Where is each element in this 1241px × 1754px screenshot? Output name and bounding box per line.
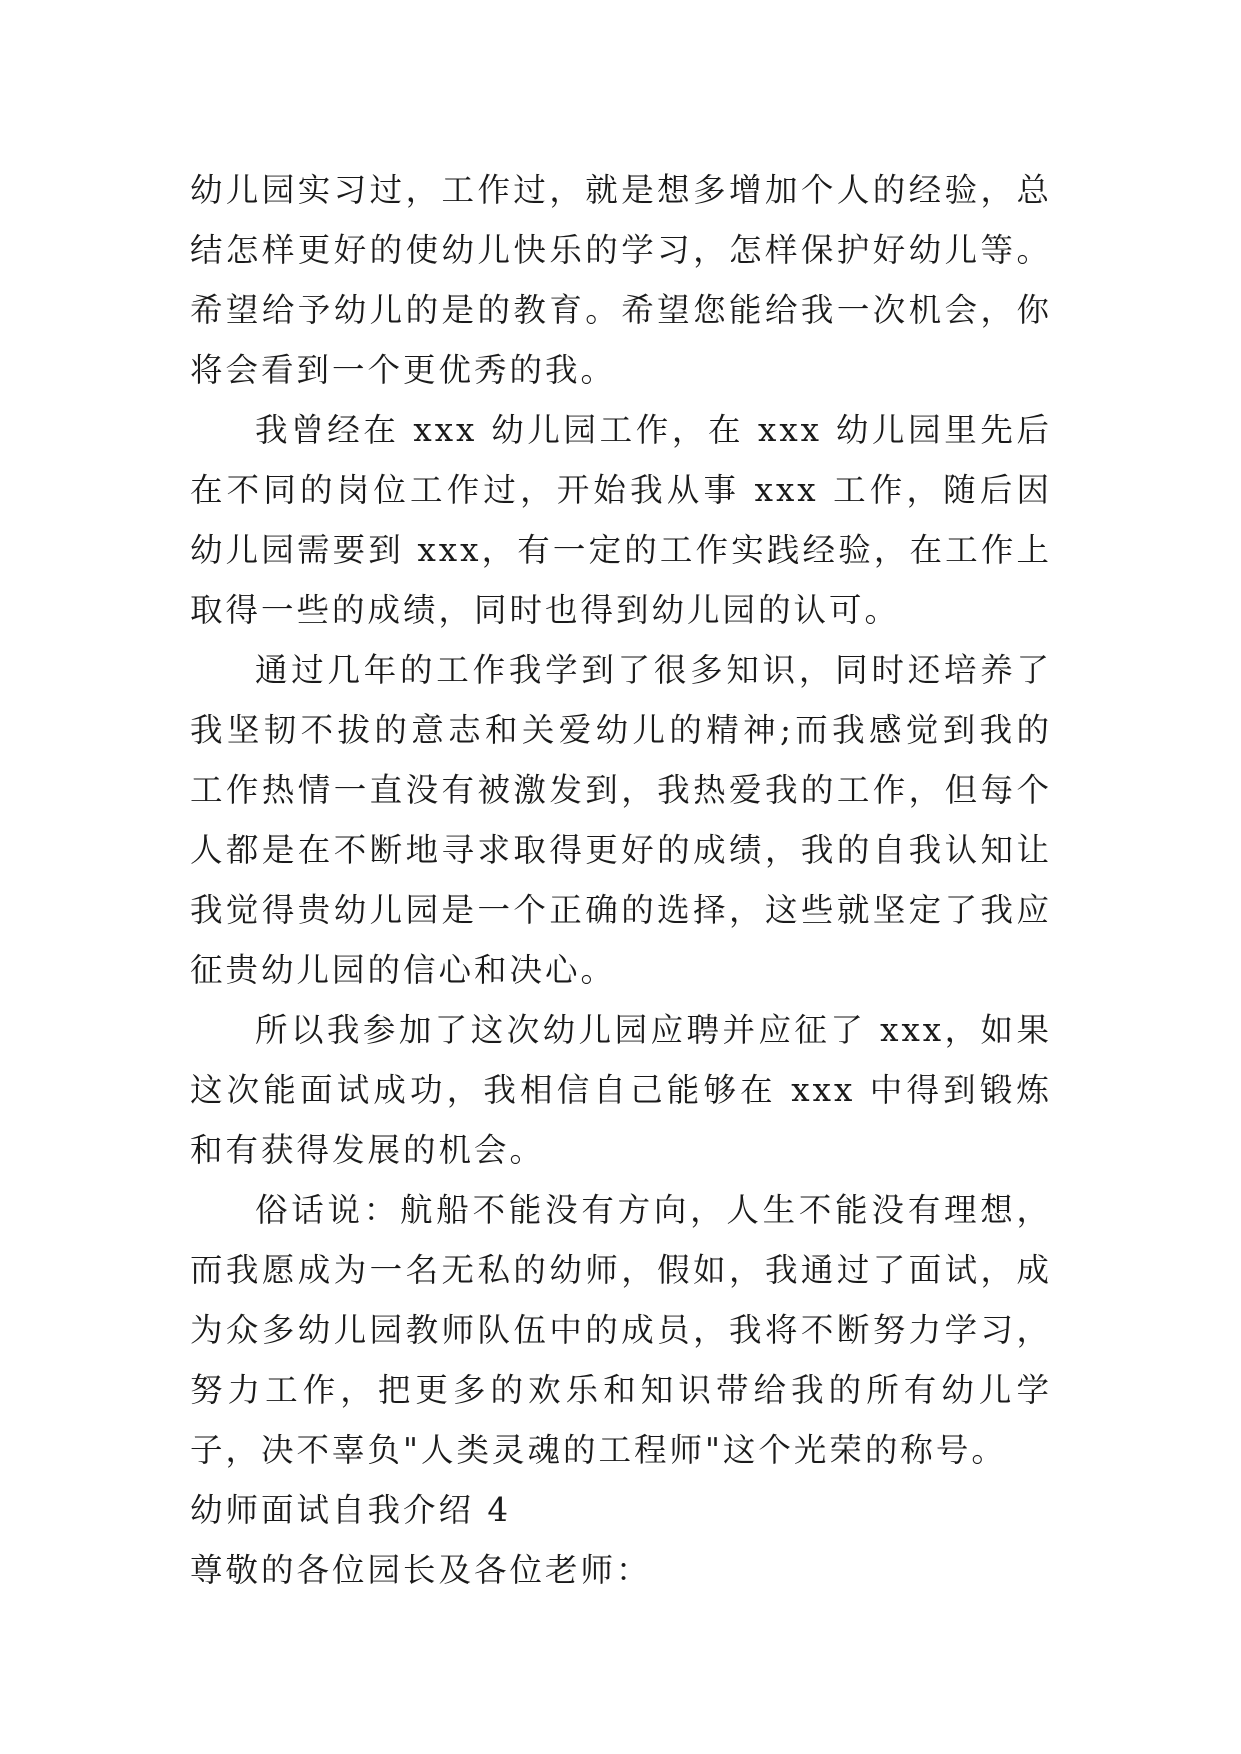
paragraph-intro-continuation: 幼儿园实习过，工作过，就是想多增加个人的经验，总结怎样更好的使幼儿快乐的学习，怎样保护好幼儿等。希望给予幼儿的是的教育。希望您能给我一次机会，你将会看到一个更优秀的我。	[190, 171, 1052, 389]
salutation: 尊敬的各位园长及各位老师：	[190, 1551, 652, 1589]
section-title: 幼师面试自我介绍 4	[190, 1491, 512, 1529]
paragraph-application: 所以我参加了这次幼儿园应聘并应征了 xxx，如果这次能面试成功，我相信自己能够在 xxx 中得到锻炼和有获得发展的机会。	[190, 1011, 1052, 1169]
paragraph-learning: 通过几年的工作我学到了很多知识，同时还培养了我坚韧不拔的意志和关爱幼儿的精神;而我感觉到我的工作热情一直没有被激发到，我热爱我的工作，但每个人都是在不断地寻求取得更好的成绩，我的自我认知让我觉得贵幼儿园是一个正确的选择，这些就坚定了我应征贵幼儿园的信心和决心。	[190, 651, 1052, 989]
paragraph-aspiration: 俗话说：航船不能没有方向，人生不能没有理想，而我愿成为一名无私的幼师，假如，我通过了面试，成为众多幼儿园教师队伍中的成员，我将不断努力学习，努力工作，把更多的欢乐和知识带给我的所有幼儿学子，决不辜负"人类灵魂的工程师"这个光荣的称号。	[190, 1191, 1052, 1469]
paragraph-work-experience: 我曾经在 xxx 幼儿园工作，在 xxx 幼儿园里先后在不同的岗位工作过，开始我从事 xxx 工作，随后因幼儿园需要到 xxx，有一定的工作实践经验，在工作上取得一些的成绩，同时也得到幼儿园的认可。	[190, 411, 1052, 629]
document-body	[190, 160, 1052, 1600]
